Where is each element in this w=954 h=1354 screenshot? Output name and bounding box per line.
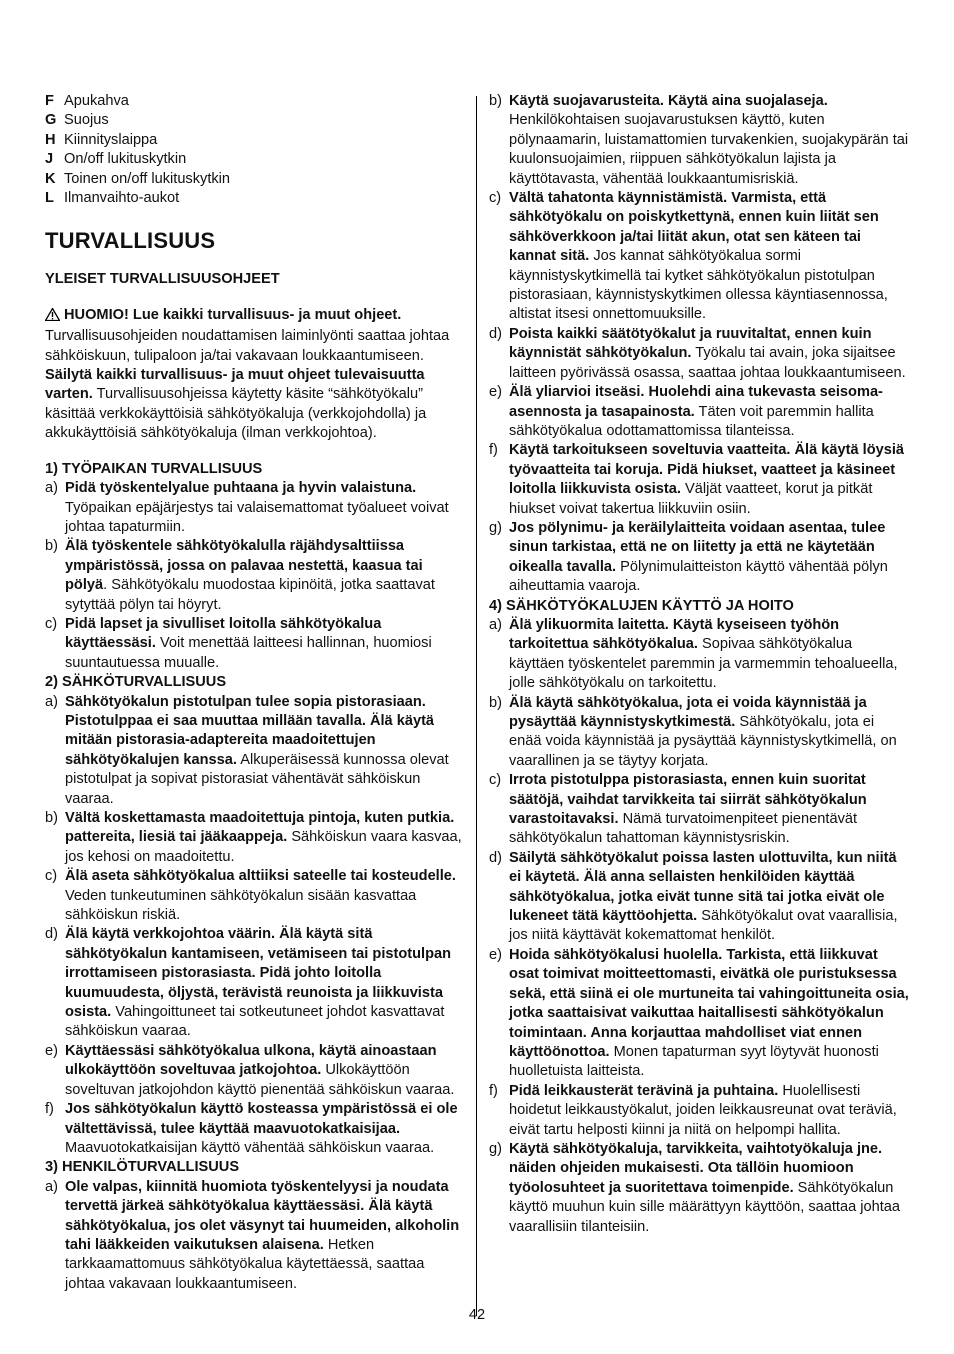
- list-item: g) Käytä sähkötyökaluja, tarvikkeita, vaihtotyökaluja jne. näiden ohjeiden mukaisesti. Ota tällöin huomioon työolosuhteet ja suoritettava toimenpide. Sähkötyökalun käyttö muuhun kuin sille määrättyyn käyttöön, saattaa johtaa vaarallisiin tilanteisiin.: [489, 1140, 901, 1235]
- list-item: d) Poista kaikki säätötyökalut ja ruuvitaltat, ennen kuin käynnistät sähkötyökalun. Työkalu tai avain, joka sijaitsee laitteen pyörivässä osassa, saattaa johtaa loukkaantumiseen.: [489, 325, 906, 381]
- list-item: e) Käyttäessäsi sähkötyökalua ulkona, käytä ainoastaan ulkokäyttöön soveltuvaa jatkojohtoa. Ulkokäyttöön soveltuvan jatkojohdon käyttö pienentää sähköiskun vaaraa.: [45, 1042, 455, 1098]
- legend-item: H Kiinnityslaippa: [45, 131, 158, 148]
- list-item: d) Älä käytä verkkojohtoa väärin. Älä käytä sitä sähkötyökalun kantamiseen, vetämiseen tai pistotulpan irrottamiseen pistorasiasta. Pidä johto loitolla kuumuudesta, öljystä, terävistä reunoista ja liikkuvista osista. Vahingoittuneet tai sotkeutuneet johdot kasvattavat sähköiskun vaaraa.: [45, 926, 452, 1040]
- legend-item: L Ilmanvaihto-aukot: [45, 190, 180, 207]
- legend-item: J On/off lukituskytkin: [45, 151, 187, 168]
- legend-list: [45, 92, 463, 208]
- list-item: e) Hoida sähkötyökalusi huolella. Tarkista, että liikkuvat osat toimivat moitteettomasti, eivätkä ole puristuksessa sekä, että siinä ei ole murtuneita tai vahingoittuneita osia, jotka saattaisivat vaikuttaa haitallisesti sähkötyökalun toimintaan. Anna korjauttaa mahdolliset viat ennen käyttöönottoa. Monen tapaturman syyt löytyvät huonosti huolletuista laitteista.: [489, 946, 909, 1080]
- subsection-heading: 2) SÄHKÖTURVALLISUUS: [45, 674, 227, 691]
- list-item: c) Pidä lapset ja sivulliset loitolla sähkötyökalua käyttäessäsi. Voit menettää laitteesi hallinnan, huomiosi suuntautuessa muualle.: [45, 615, 432, 671]
- list-item: b) Käytä suojavarusteita. Käytä aina suojalaseja. Henkilökohtaisen suojavarustuksen käyttö, kuten pölynaamarin, luistamattomien turvakenkien, suojakypärän tai kuulonsuojaimien, riippuen sähkötyökalun lajista ja käyttötavasta, vähentää loukkaantumisriskiä.: [489, 93, 909, 187]
- warning-icon: [45, 308, 60, 327]
- section-title: TURVALLISUUS: [45, 228, 216, 254]
- page-number: 42: [468, 1307, 486, 1323]
- subsection-heading: 1) TYÖPAIKAN TURVALLISUUS: [45, 460, 263, 477]
- legend-item: G Suojus: [45, 112, 109, 129]
- left-column: [45, 92, 463, 1294]
- list-item: b) Älä käytä sähkötyökalua, jota ei voida käynnistää ja pysäyttää käynnistyskytkimestä. Sähkötyökalu, jota ei enää voida käynnistää ja pysäyttää käynnistyskytkimellä, on vaarallinen ja se täytyy korjata.: [489, 694, 897, 769]
- legend-item: F Apukahva: [45, 93, 129, 109]
- list-item: a) Ole valpas, kiinnitä huomiota työskentelyysi ja noudata tervettä järkeä sähkötyökalua käyttäessäsi. Älä käytä sähkötyökalua, jos olet väsynyt tai huumeiden, alkoholin tahi lääkkeiden vaikutuksen alaisena. Hetken tarkkaamattomuus sähkötyökalua käytettäessä, saattaa johtaa vakavaan loukkaantumiseen.: [45, 1178, 460, 1292]
- list-item: a) Pidä työskentelyalue puhtaana ja hyvin valaistuna. Työpaikan epäjärjestys tai valaisemattomat työalueet voivat johtaa tapaturmiin.: [45, 480, 449, 535]
- list-item: f) Käytä tarkoitukseen soveltuvia vaatteita. Älä käytä löysiä työvaatteita tai koruja. Pidä hiukset, vaatteet ja käsineet loitolla liikkuvista osista. Väljät vaatteet, korut ja pitkät hiukset voivat takertua liikkuviin osiin.: [489, 442, 905, 517]
- column-divider: [476, 96, 477, 1316]
- warning-paragraph: HUOMIO! Lue kaikki turvallisuus- ja muut ohjeet. Turvallisuusohjeiden noudattamisen laiminlyönti saattaa johtaa sähköiskuun, tulipaloon ja/tai vakavaan loukkaantumiseen. Säilytä kaikki turvallisuus- ja muut ohjeet tulevaisuutta varten. Turvallisuusohjeissa käytetty käsite “sähkötyökalu” käsittää verkkokäyttöisiä sähkötyökaluja (verkkojohdolla) ja akkukäyttöisiä sähkötyökaluja (ilman verkkojohtoa).: [45, 306, 450, 442]
- list-item: g) Jos pölynimu- ja keräilylaitteita voidaan asentaa, tulee sinun tarkistaa, että ne on liitetty ja että ne käytetään oikealla tavalla. Pölynimulaitteiston käyttö vähentää pölyn aiheuttamia vaaroja.: [489, 519, 888, 595]
- right-column: [489, 92, 909, 1237]
- subsection-heading: 3) HENKILÖTURVALLISUUS: [45, 1159, 240, 1176]
- list-item: c) Älä aseta sähkötyökalua alttiiksi sateelle tai kosteudelle. Veden tunkeutuminen sähkötyökalun sisään kasvattaa sähköiskun riskiä.: [45, 868, 456, 924]
- list-item: f) Pidä leikkausterät terävinä ja puhtaina. Huolellisesti hoidetut leikkaustyökalut, joiden leikkausreunat ovat teräviä, eivät tartu helposti kiinni ja niitä on helpompi hallita.: [489, 1082, 897, 1138]
- section-subtitle: YLEISET TURVALLISUUSOHJEET: [45, 271, 280, 288]
- list-item: c) Irrota pistotulppa pistorasiasta, ennen kuin suoritat säätöjä, vaihdat tarvikkeita tai siirrät sähkötyökalun varastoitavaksi. Nämä turvatoimenpiteet pienentävät sähkötyökalun tahattoman käynnistysriskin.: [489, 772, 867, 847]
- list-item: d) Säilytä sähkötyökalut poissa lasten ulottuvilta, kun niitä ei käytetä. Älä anna sellaisten henkilöiden käyttää sähkötyökalua, jotka eivät tunne sitä tai jotka eivät ole lukeneet tätä käyttöohjetta. Sähkötyökalut ovat vaarallisia, jos niitä käyttävät kokemattomat henkilöt.: [489, 849, 898, 944]
- list-item: f) Jos sähkötyökalun käyttö kosteassa ympäristössä ei ole vältettävissä, tulee käyttää maavuotokatkaisijaa. Maavuotokatkaisijan käyttö vähentää sähköiskun vaaraa.: [45, 1101, 458, 1156]
- list-item: c) Vältä tahatonta käynnistämistä. Varmista, että sähkötyökalu on poiskytkettynä, ennen kuin liität sen sähköverkkoon ja/tai liität akun, otat sen käteen tai kannat sitä. Jos kannat sähkötyökalua sormi käynnistyskytkimellä tai kytket sähkötyökalun pistotulpan pistorasiaan, käynnistyskytkimen ollessa käyntiasennossa, altistat itsesi onnettomuuksille.: [489, 190, 888, 323]
- list-item: b) Vältä koskettamasta maadoitettuja pintoja, kuten putkia. pattereita, liesiä tai jääkaappeja. Sähköiskun vaara kasvaa, jos kehosi on maadoitettu.: [45, 810, 462, 865]
- list-item: a) Älä ylikuormita laitetta. Käytä kyseiseen työhön tarkoitettua sähkötyökalua. Sopivaa sähkötyökalua käyttäen työskentelet paremmin ja varmemmin tehoalueella, jolle sähkötyökalu on tarkoitettu.: [489, 616, 898, 692]
- list-item: b) Älä työskentele sähkötyökalulla räjähdysalttiissa ympäristössä, jossa on palavaa nestettä, kaasua tai pölyä. Sähkötyökalu muodostaa kipinöitä, jotka saattavat sytyttää pölyn tai höyryt.: [45, 538, 435, 613]
- legend-item: K Toinen on/off lukituskytkin: [45, 170, 231, 187]
- list-item: a) Sähkötyökalun pistotulpan tulee sopia pistorasiaan. Pistotulppaa ei saa muuttaa millään tavalla. Älä käytä mitään pistorasia-adaptereita maadoitettujen sähkötyökalujen kanssa. Alkuperäisessä kunnossa olevat pistotulpat ja sopivat pistorasiat vähentävät sähköiskun vaaraa.: [45, 693, 449, 807]
- list-item: e) Älä yliarvioi itseäsi. Huolehdi aina tukevasta seisoma-asennosta ja tasapainosta. Täten voit paremmin hallita sähkötyökalua odottamattomissa tilanteissa.: [489, 384, 883, 439]
- subsection-heading: 4) SÄHKÖTYÖKALUJEN KÄYTTÖ JA HOITO: [489, 597, 794, 614]
